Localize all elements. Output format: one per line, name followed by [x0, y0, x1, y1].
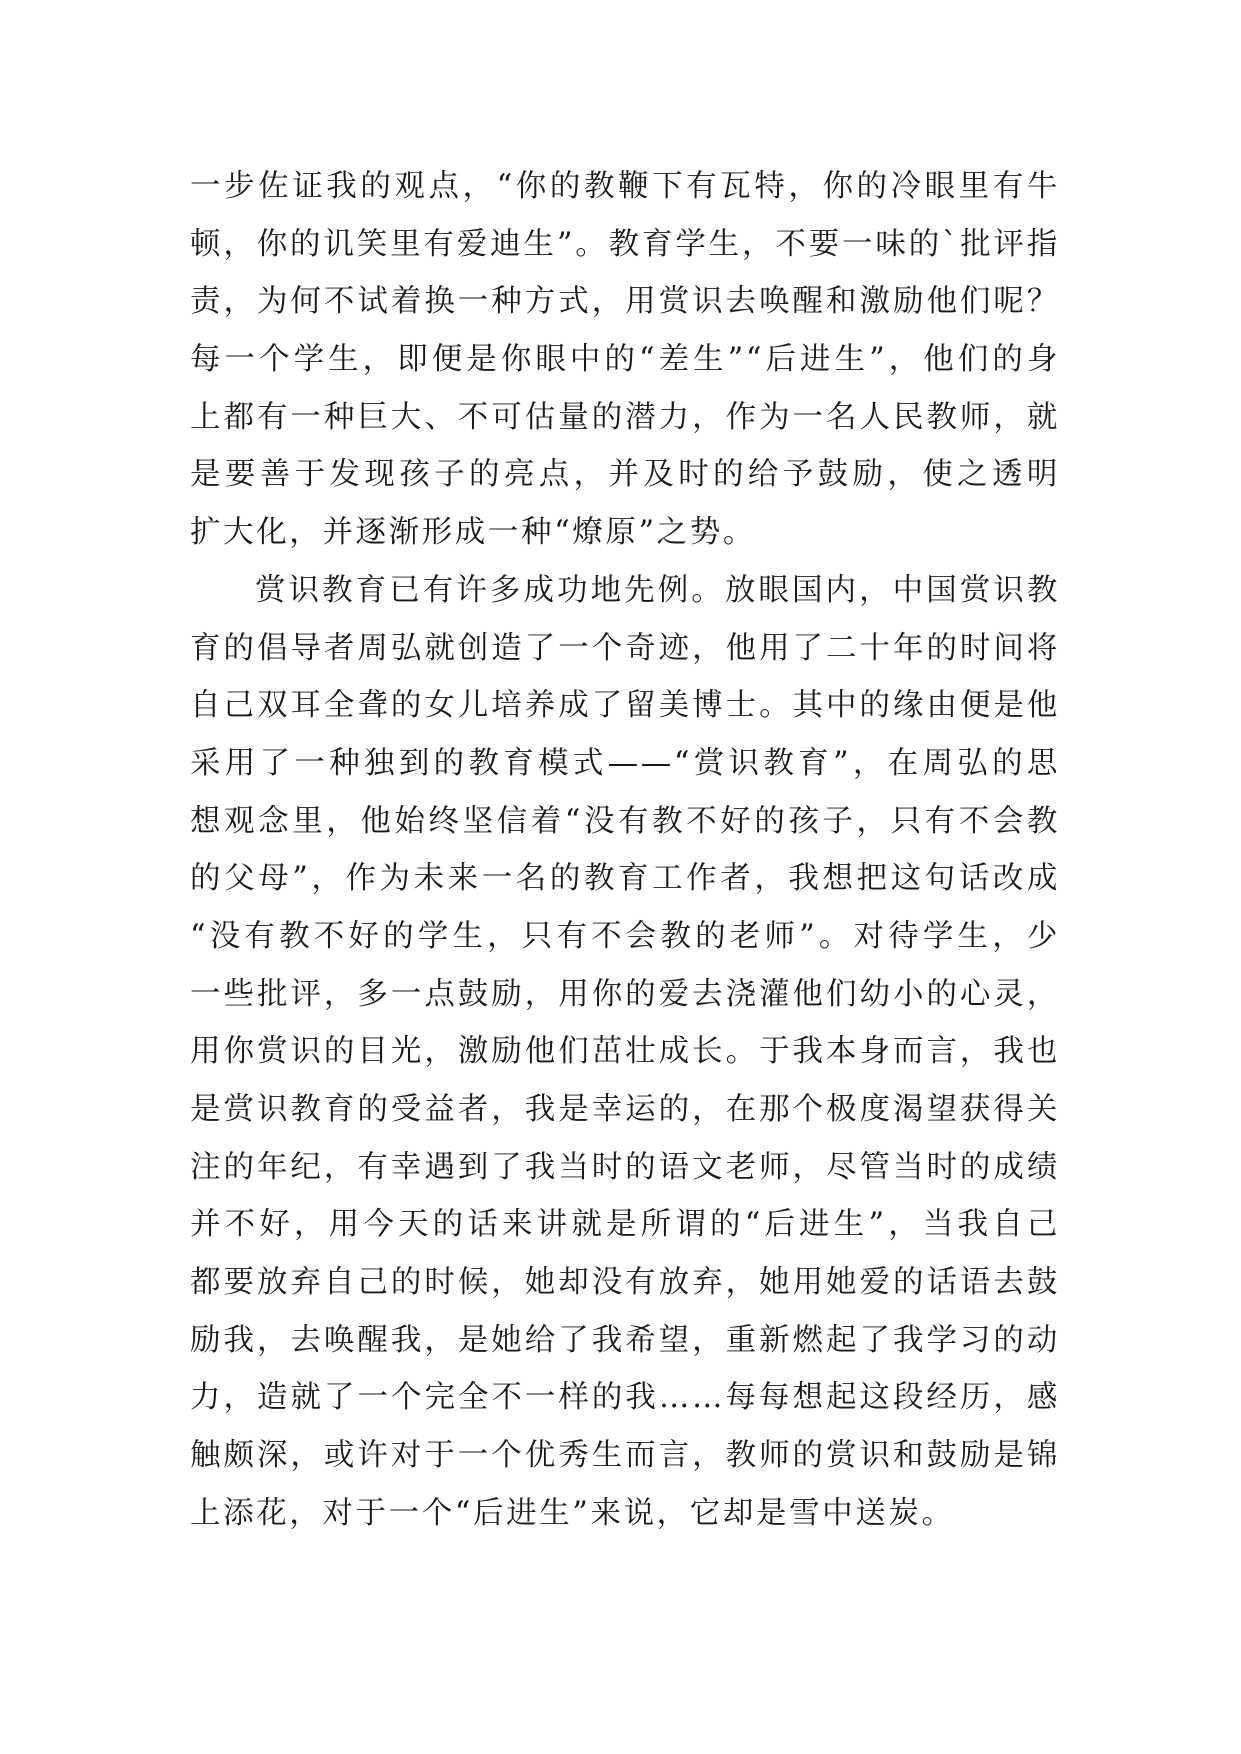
body-text [190, 158, 1060, 1543]
text-line-7: 扩大化，并逐渐形成一种“燎原”之势。 [190, 515, 756, 551]
text-line-12: 想观念里，他始终坚信着“没有教不好的孩子，只有不会教 [190, 803, 1060, 839]
text-line-20: 都要放弃自己的时候，她却没有放弃，她用她爱的话语去鼓 [190, 1265, 1060, 1301]
text-line-10: 自己双耳全聋的女儿培养成了留美博士。其中的缘由便是他 [190, 688, 1060, 724]
text-line-8: 赏识教育已有许多成功地先例。放眼国内，中国赏识教 [255, 572, 1060, 608]
text-line-17: 是赏识教育的受益者，我是幸运的，在那个极度渴望获得关 [190, 1092, 1060, 1127]
text-line-13: 的父母”，作为未来一名的教育工作者，我想把这句话改成 [190, 861, 1060, 897]
text-line-11: 采用了一种独到的教育模式——“赏识教育”，在周弘的思 [190, 745, 1060, 781]
text-line-15: 一些批评，多一点鼓励，用你的爱去浇灌他们幼小的心灵， [190, 976, 1060, 1012]
text-line-24: 上添花，对于一个“后进生”来说，它却是雪中送炭。 [190, 1495, 955, 1531]
text-line-19: 并不好，用今天的话来讲就是所谓的“后进生”，当我自己 [190, 1207, 1060, 1243]
text-line-1: 一步佐证我的观点，“你的教鞭下有瓦特，你的冷眼里有牛 [190, 169, 1060, 204]
text-line-2: 顿，你的讥笑里有爱迪生”。教育学生，不要一味的`批评指 [190, 226, 1060, 262]
text-line-3: 责，为何不试着换一种方式，用赏识去唤醒和激励他们呢？ [190, 284, 1060, 320]
text-line-4: 每一个学生，即便是你眼中的“差生”“后进生”，他们的身 [190, 342, 1060, 378]
text-line-16: 用你赏识的目光，激励他们茁壮成长。于我本身而言，我也 [190, 1034, 1060, 1070]
text-line-21: 励我，去唤醒我，是她给了我希望，重新燃起了我学习的动 [190, 1322, 1060, 1358]
text-line-9: 育的倡导者周弘就创造了一个奇迹，他用了二十年的时间将 [190, 630, 1060, 666]
text-line-5: 上都有一种巨大、不可估量的潜力，作为一名人民教师，就 [190, 399, 1060, 435]
text-line-22: 力，造就了一个完全不一样的我……每每想起这段经历，感 [190, 1380, 1060, 1416]
text-line-23: 触颇深，或许对于一个优秀生而言，教师的赏识和鼓励是锦 [190, 1438, 1060, 1474]
text-line-6: 是要善于发现孩子的亮点，并及时的给予鼓励，使之透明 [190, 457, 1060, 493]
text-line-18: 注的年纪，有幸遇到了我当时的语文老师，尽管当时的成绩 [190, 1149, 1060, 1185]
text-line-14: “没有教不好的学生，只有不会教的老师”。对待学生，少 [190, 918, 1060, 954]
